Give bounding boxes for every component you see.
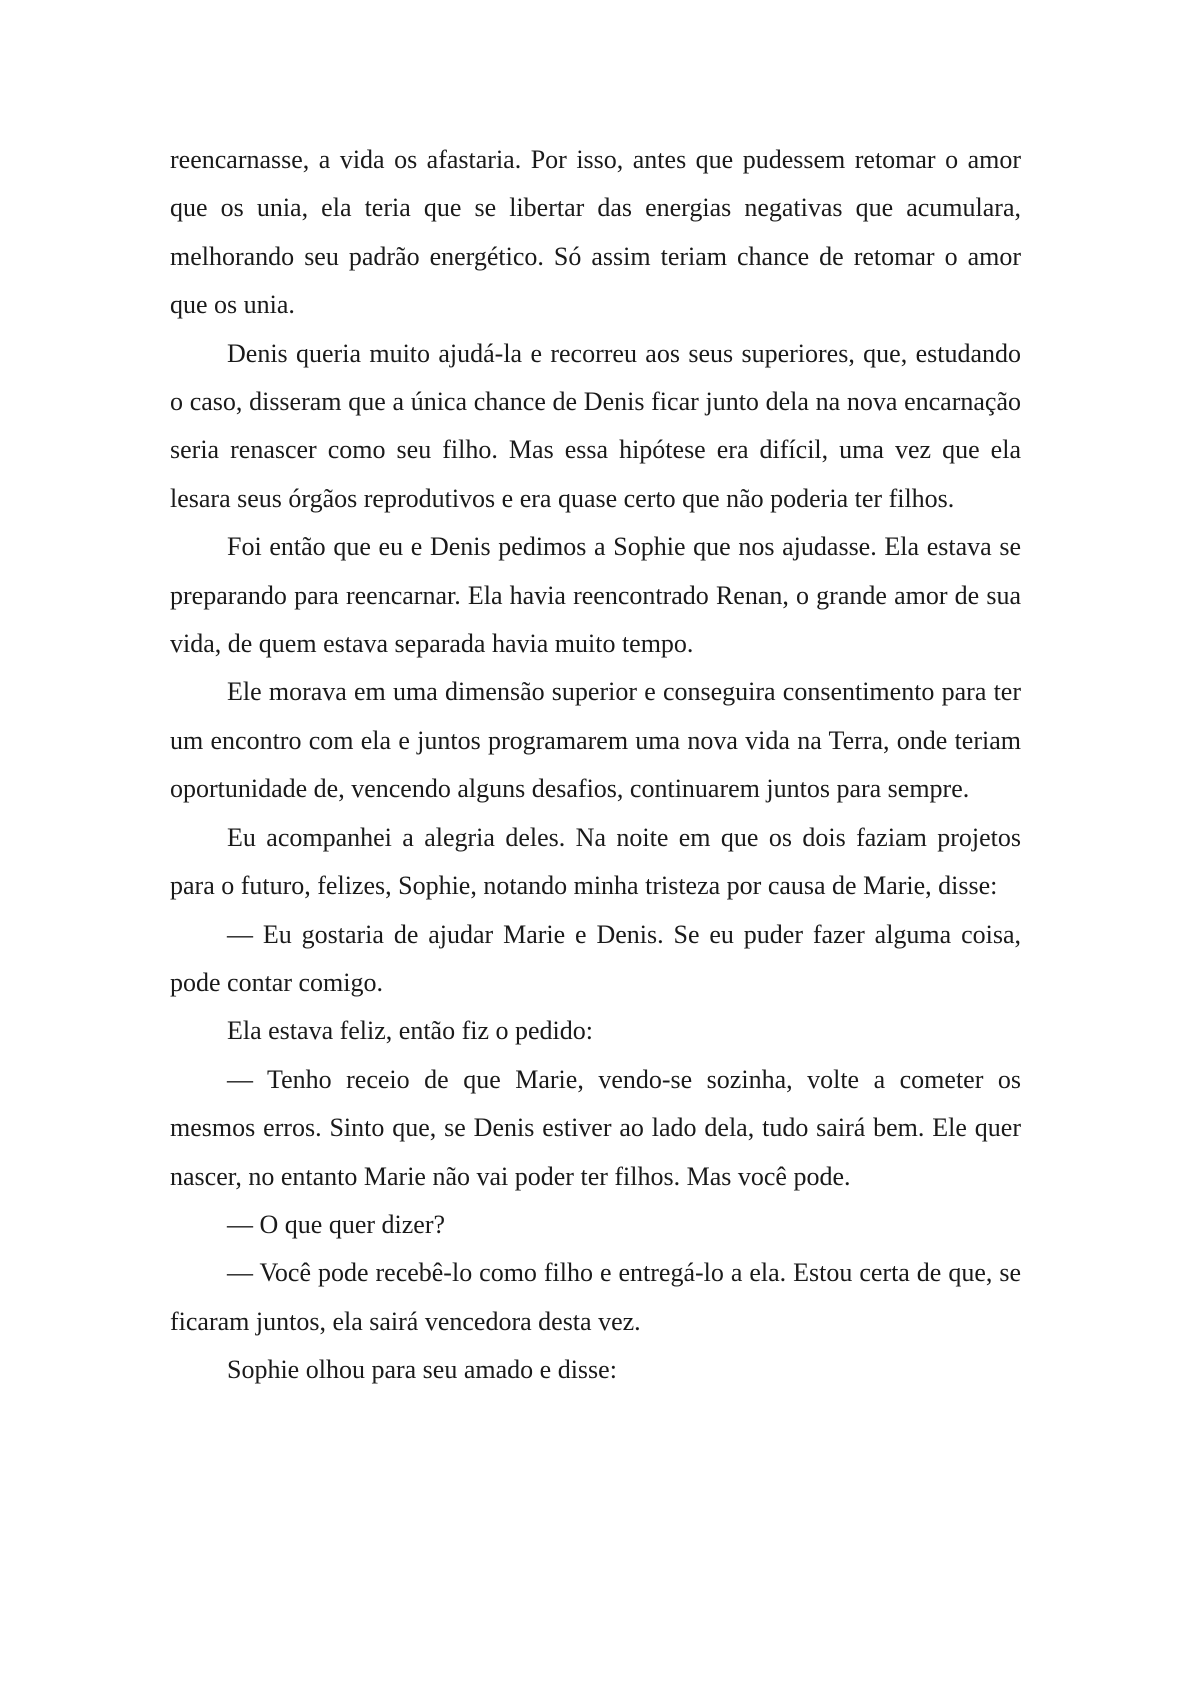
paragraph-2: Denis queria muito ajudá-la e recorreu aos seus superiores, que, estudando o caso, disseram que a única chance de Denis ficar junto dela na nova encarnação seria renascer como seu filho. Mas essa hipótese era difícil, uma vez que ela lesara seus órgãos reprodutivos e era quase certo que não poderia ter filhos. xyxy=(170,338,1021,513)
paragraph-3: Foi então que eu e Denis pedimos a Sophie que nos ajudasse. Ela estava se preparando para reencarnar. Ela havia reencontrado Renan, o grande amor de sua vida, de quem estava separada havia muito tempo. xyxy=(170,532,1021,659)
document-page xyxy=(170,136,1021,1395)
paragraph-1: reencarnasse, a vida os afastaria. Por isso, antes que pudessem retomar o amor que os unia, ela teria que se libertar das energias negativas que acumulara, melhorando seu padrão energético. Só assim teriam chance de retomar o amor que os unia. xyxy=(170,145,1021,320)
paragraph-8: — Tenho receio de que Marie, vendo-se sozinha, volte a cometer os mesmos erros. Sinto que, se Denis estiver ao lado dela, tudo sairá bem. Ele quer nascer, no entanto Marie não vai poder ter filhos. Mas você pode. xyxy=(170,1064,1021,1191)
paragraph-5: Eu acompanhei a alegria deles. Na noite em que os dois faziam projetos para o futuro, felizes, Sophie, notando minha tristeza por causa de Marie, disse: xyxy=(170,822,1021,901)
paragraph-10: — Você pode recebê-lo como filho e entregá-lo a ela. Estou certa de que, se ficaram juntos, ela sairá vencedora desta vez. xyxy=(170,1258,1021,1336)
paragraph-9: — O que quer dizer? xyxy=(227,1209,446,1239)
paragraph-6: — Eu gostaria de ajudar Marie e Denis. Se eu puder fazer alguma coisa, pode contar comigo. xyxy=(170,919,1021,997)
paragraph-7: Ela estava feliz, então fiz o pedido: xyxy=(227,1016,594,1046)
paragraph-4: Ele morava em uma dimensão superior e conseguira consentimento para ter um encontro com ela e juntos programarem uma nova vida na Terra, onde teriam oportunidade de, vencendo alguns desafios, continuarem juntos para sempre. xyxy=(170,677,1021,804)
paragraph-11: Sophie olhou para seu amado e disse: xyxy=(227,1355,617,1385)
